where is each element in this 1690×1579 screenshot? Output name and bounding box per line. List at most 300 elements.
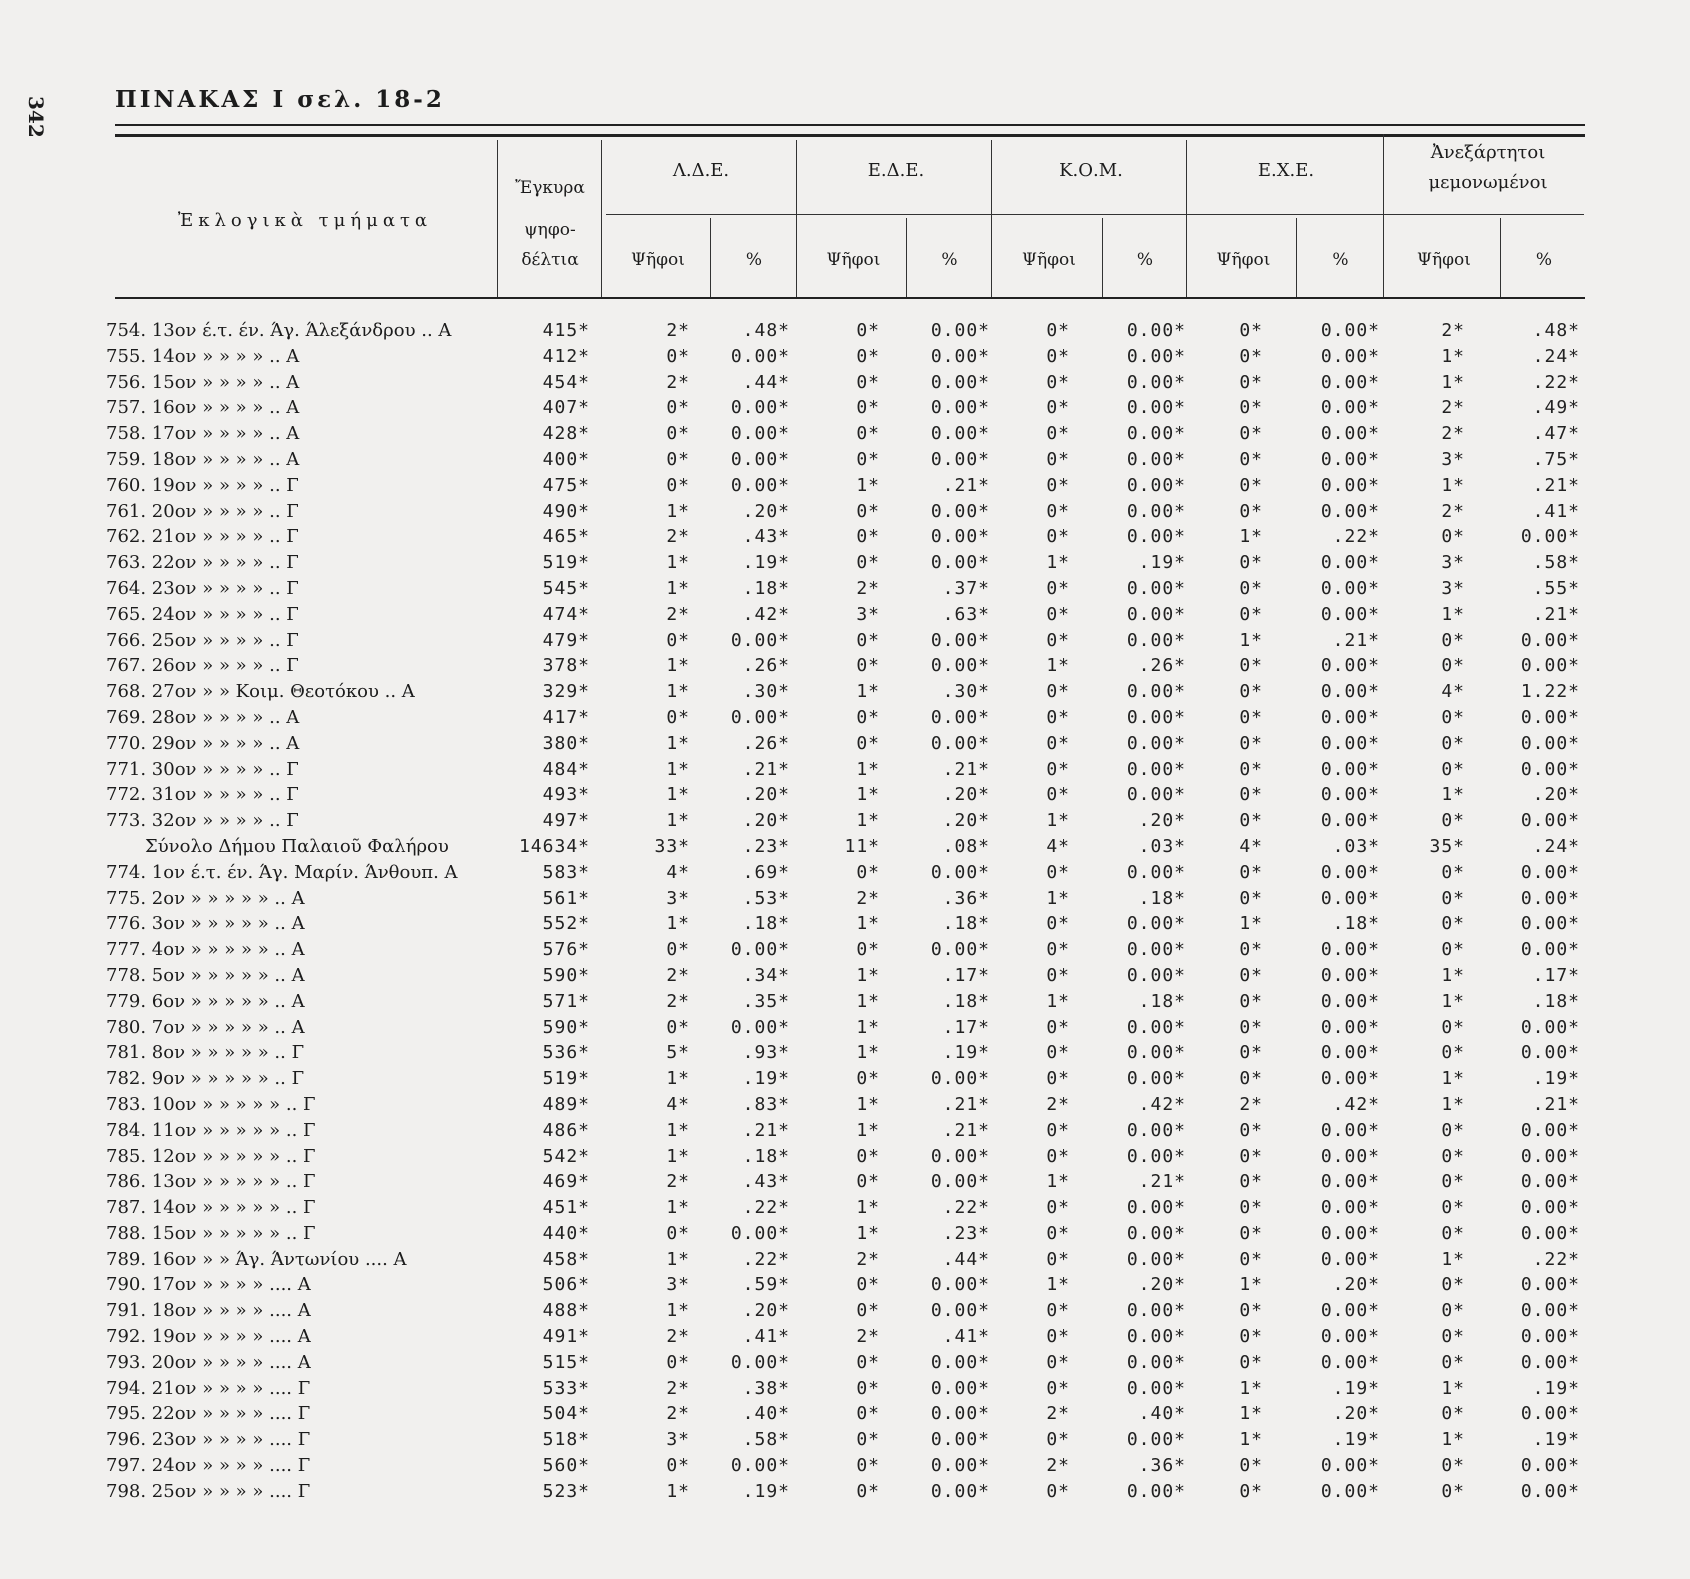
row-cell: 1* — [856, 990, 880, 1012]
row-cell: 536* — [542, 1042, 590, 1064]
row-cell: 0.00* — [1520, 732, 1580, 754]
row-cell: 0.00* — [1320, 655, 1380, 677]
row-cell: 451* — [542, 1197, 590, 1219]
row-cell: 0* — [1239, 861, 1263, 883]
row-label: 792. 19ον » » » » .... Α — [106, 1326, 311, 1348]
table-row — [0, 499, 1690, 525]
row-cell: 590* — [542, 964, 590, 986]
table-row — [0, 550, 1690, 576]
row-cell: 454* — [542, 371, 590, 393]
row-cell: 0.00* — [1520, 1351, 1580, 1373]
row-label: 755. 14ον » » » » .. Α — [106, 345, 300, 367]
row-cell: 0* — [1441, 810, 1465, 832]
row-label: 780. 7ον » » » » » .. Α — [106, 1016, 305, 1038]
row-cell: 3* — [1441, 577, 1465, 599]
row-cell: 0* — [1046, 1197, 1070, 1219]
row-cell: 0.00* — [930, 526, 990, 548]
table-row — [0, 473, 1690, 499]
row-cell: .22* — [742, 1248, 790, 1270]
row-cell: 479* — [542, 629, 590, 651]
row-cell: 0.00* — [1320, 320, 1380, 341]
row-cell: 3* — [1441, 448, 1465, 470]
row-cell: .59* — [742, 1274, 790, 1296]
table-row — [0, 1247, 1690, 1273]
table-row — [0, 318, 1690, 344]
row-cell: .93* — [742, 1042, 790, 1064]
row-cell: 0.00* — [1520, 758, 1580, 780]
row-cell: 0* — [1239, 345, 1263, 367]
row-cell: 0.00* — [730, 1351, 790, 1373]
row-cell: 1* — [666, 810, 690, 832]
row-label: 787. 14ον » » » » » .. Γ — [106, 1197, 316, 1219]
row-cell: 2* — [856, 887, 880, 909]
row-cell: 0* — [1441, 1171, 1465, 1193]
row-cell: 0* — [1239, 1119, 1263, 1141]
row-cell: 5* — [666, 1042, 690, 1064]
row-cell: 2* — [666, 990, 690, 1012]
row-cell: 0* — [1239, 1326, 1263, 1348]
row-cell: 0* — [1046, 1145, 1070, 1167]
row-cell: 0* — [1046, 939, 1070, 961]
row-cell: .22* — [942, 1197, 990, 1219]
row-cell: .22* — [1532, 1248, 1580, 1270]
row-cell: 1* — [1239, 1274, 1263, 1296]
row-cell: 0.00* — [1126, 500, 1186, 522]
row-cell: .23* — [942, 1222, 990, 1244]
row-cell: 1* — [856, 1197, 880, 1219]
row-cell: .26* — [1138, 655, 1186, 677]
row-cell: .35* — [742, 990, 790, 1012]
rule-top — [115, 124, 1585, 126]
row-cell: 0.00* — [930, 1351, 990, 1373]
row-cell: 0* — [1046, 629, 1070, 651]
row-cell: 0* — [1441, 1119, 1465, 1141]
row-label: 781. 8ον » » » » » .. Γ — [106, 1042, 305, 1064]
row-cell: 400* — [542, 448, 590, 470]
row-cell: 0* — [1239, 1351, 1263, 1373]
row-cell: 1* — [666, 1119, 690, 1141]
table-total-row — [0, 834, 1690, 860]
row-cell: 0.00* — [730, 706, 790, 728]
row-cell: .26* — [742, 732, 790, 754]
row-label: 773. 32ον » » » » .. Γ — [106, 810, 299, 832]
row-cell: 1* — [1441, 345, 1465, 367]
row-cell: 1* — [1239, 629, 1263, 651]
row-cell: .22* — [1532, 371, 1580, 393]
row-cell: 0* — [1239, 448, 1263, 470]
row-cell: 35* — [1429, 835, 1465, 857]
row-cell: 0* — [856, 1403, 880, 1425]
row-cell: 0* — [1239, 1480, 1263, 1502]
table-row — [0, 989, 1690, 1015]
header-divider — [906, 218, 907, 297]
row-cell: 0.00* — [1126, 1429, 1186, 1451]
row-label: 779. 6ον » » » » » .. Α — [106, 990, 305, 1012]
row-cell: 0.00* — [930, 706, 990, 728]
row-cell: 2* — [1239, 1093, 1263, 1115]
row-cell: .19* — [1532, 1429, 1580, 1451]
row-cell: 0.00* — [930, 500, 990, 522]
row-cell: 1* — [856, 681, 880, 703]
row-cell: .17* — [942, 964, 990, 986]
row-cell: 0* — [1046, 397, 1070, 419]
row-cell: 0.00* — [1320, 964, 1380, 986]
row-cell: .48* — [1532, 320, 1580, 341]
row-cell: 0* — [1441, 706, 1465, 728]
row-cell: 2* — [1441, 500, 1465, 522]
row-cell: 0.00* — [1320, 1351, 1380, 1373]
row-cell: .20* — [1138, 1274, 1186, 1296]
row-cell: 488* — [542, 1300, 590, 1322]
row-cell: 1* — [666, 552, 690, 574]
row-cell: 0.00* — [1320, 1300, 1380, 1322]
row-cell: 0* — [666, 629, 690, 651]
row-cell: .20* — [1332, 1274, 1380, 1296]
row-cell: 486* — [542, 1119, 590, 1141]
row-cell: .19* — [1332, 1377, 1380, 1399]
table-row — [0, 911, 1690, 937]
row-cell: 0* — [1046, 1300, 1070, 1322]
header-votes-independents: Ψῆφοι — [1417, 250, 1471, 270]
row-cell: 0.00* — [1520, 1300, 1580, 1322]
row-cell: 519* — [542, 552, 590, 574]
row-cell: 0* — [856, 1377, 880, 1399]
row-cell: .22* — [742, 1197, 790, 1219]
row-cell: 0.00* — [1126, 1119, 1186, 1141]
row-label: 788. 15ον » » » » » .. Γ — [106, 1222, 316, 1244]
table-row — [0, 860, 1690, 886]
row-cell: 0* — [1046, 758, 1070, 780]
row-cell: .44* — [742, 371, 790, 393]
header-divider — [796, 140, 797, 297]
row-cell: .63* — [942, 603, 990, 625]
row-cell: 0.00* — [1126, 913, 1186, 935]
row-cell: 0* — [856, 448, 880, 470]
row-cell: 0* — [666, 423, 690, 445]
row-cell: 1* — [1046, 990, 1070, 1012]
row-cell: 0.00* — [1126, 732, 1186, 754]
row-cell: .42* — [742, 603, 790, 625]
row-cell: 0.00* — [1320, 887, 1380, 909]
row-cell: 2* — [1046, 1403, 1070, 1425]
row-cell: 0* — [856, 1274, 880, 1296]
row-cell: 2* — [666, 964, 690, 986]
row-cell: 0.00* — [1126, 939, 1186, 961]
table-row — [0, 1066, 1690, 1092]
row-cell: 3* — [1441, 552, 1465, 574]
row-cell: .19* — [742, 552, 790, 574]
row-cell: 0* — [666, 474, 690, 496]
row-cell: .18* — [942, 913, 990, 935]
header-divider — [1383, 134, 1384, 297]
row-cell: 0* — [1239, 577, 1263, 599]
header-party-exe: Ε.Χ.Ε. — [1257, 160, 1315, 181]
table-row — [0, 1427, 1690, 1453]
row-cell: 0.00* — [730, 345, 790, 367]
row-cell: 0* — [1441, 1042, 1465, 1064]
table-row — [0, 1040, 1690, 1066]
row-cell: 0.00* — [1320, 474, 1380, 496]
row-cell: 0* — [1239, 990, 1263, 1012]
row-cell: 0* — [1239, 1222, 1263, 1244]
header-divider — [1296, 218, 1297, 297]
row-cell: .83* — [742, 1093, 790, 1115]
row-cell: 0* — [1441, 887, 1465, 909]
table-row — [0, 1324, 1690, 1350]
table-row — [0, 757, 1690, 783]
row-cell: 1* — [856, 810, 880, 832]
row-cell: 0.00* — [1320, 397, 1380, 419]
row-cell: 1* — [1046, 1274, 1070, 1296]
row-cell: 0.00* — [1320, 448, 1380, 470]
row-cell: 545* — [542, 577, 590, 599]
row-cell: 0.00* — [1520, 1222, 1580, 1244]
row-cell: .41* — [942, 1326, 990, 1348]
row-cell: 0.00* — [730, 1455, 790, 1477]
row-cell: 0.00* — [1126, 1248, 1186, 1270]
header-percent-lde: % — [745, 250, 763, 270]
table-row — [0, 1169, 1690, 1195]
row-label: 771. 30ον » » » » .. Γ — [106, 758, 299, 780]
row-cell: 0* — [1441, 1197, 1465, 1219]
row-cell: 0* — [1239, 320, 1263, 341]
row-cell: 0* — [1239, 500, 1263, 522]
row-label: Σύνολο Δήμου Παλαιοῦ Φαλήρου — [145, 835, 449, 857]
row-cell: 0.00* — [1320, 371, 1380, 393]
row-cell: .48* — [742, 320, 790, 341]
row-cell: 1* — [666, 500, 690, 522]
row-cell: 0* — [1441, 1300, 1465, 1322]
row-cell: 0* — [1239, 732, 1263, 754]
row-cell: 552* — [542, 913, 590, 935]
row-cell: 0.00* — [930, 423, 990, 445]
table-row — [0, 1401, 1690, 1427]
header-party-lde: Λ.Δ.Ε. — [672, 160, 730, 181]
header-percent-exe: % — [1332, 250, 1349, 270]
row-cell: 0* — [1239, 1042, 1263, 1064]
row-cell: 0.00* — [930, 1455, 990, 1477]
table-row — [0, 1118, 1690, 1144]
row-cell: .42* — [1332, 1093, 1380, 1115]
row-cell: .20* — [742, 784, 790, 806]
row-cell: 0* — [1239, 706, 1263, 728]
row-cell: 1* — [666, 577, 690, 599]
row-cell: 412* — [542, 345, 590, 367]
row-cell: 0.00* — [1520, 1455, 1580, 1477]
row-cell: 2* — [1046, 1093, 1070, 1115]
table-row — [0, 421, 1690, 447]
row-cell: 1* — [1441, 784, 1465, 806]
rule-top-double — [115, 134, 1585, 137]
table-row — [0, 782, 1690, 808]
row-cell: 14634* — [518, 835, 590, 857]
row-cell: 0.00* — [1126, 1197, 1186, 1219]
row-cell: 0* — [1441, 1326, 1465, 1348]
row-cell: 576* — [542, 939, 590, 961]
row-cell: 542* — [542, 1145, 590, 1167]
header-subrule — [606, 214, 1584, 215]
row-cell: 0.00* — [930, 1171, 990, 1193]
header-valid-ballots-3: δέλτια — [521, 250, 579, 270]
row-cell: 0* — [856, 397, 880, 419]
row-cell: 0* — [1046, 1119, 1070, 1141]
row-cell: 0* — [1441, 1145, 1465, 1167]
table-row — [0, 886, 1690, 912]
row-cell: 0.00* — [1320, 1042, 1380, 1064]
row-cell: 0.00* — [1520, 1326, 1580, 1348]
table-row — [0, 447, 1690, 473]
row-cell: 0.00* — [1520, 1119, 1580, 1141]
row-cell: 378* — [542, 655, 590, 677]
row-cell: .21* — [742, 758, 790, 780]
row-cell: 493* — [542, 784, 590, 806]
row-cell: 0.00* — [730, 474, 790, 496]
row-label: 777. 4ον » » » » » .. Α — [106, 939, 305, 961]
row-cell: 523* — [542, 1480, 590, 1502]
table-row — [0, 1144, 1690, 1170]
row-cell: .49* — [1532, 397, 1580, 419]
row-cell: 2* — [666, 320, 690, 341]
table-row — [0, 1092, 1690, 1118]
table-row — [0, 705, 1690, 731]
row-cell: 1* — [856, 1119, 880, 1141]
row-cell: 0.00* — [930, 629, 990, 651]
row-cell: 0.00* — [1320, 1016, 1380, 1038]
row-cell: 0.00* — [1126, 1326, 1186, 1348]
row-cell: 0.00* — [930, 1274, 990, 1296]
row-cell: 0.00* — [1520, 861, 1580, 883]
row-cell: .18* — [742, 1145, 790, 1167]
row-cell: .20* — [942, 784, 990, 806]
row-cell: 0* — [666, 397, 690, 419]
row-cell: 0.00* — [930, 1145, 990, 1167]
row-cell: .30* — [742, 681, 790, 703]
row-cell: 0.00* — [1126, 371, 1186, 393]
row-cell: 0* — [856, 861, 880, 883]
row-cell: 0.00* — [1520, 655, 1580, 677]
row-cell: .20* — [1138, 810, 1186, 832]
row-cell: 4* — [1239, 835, 1263, 857]
row-cell: 0* — [1046, 784, 1070, 806]
row-cell: 0.00* — [930, 345, 990, 367]
row-cell: .18* — [942, 990, 990, 1012]
row-cell: 0* — [856, 1171, 880, 1193]
row-cell: 1* — [856, 1093, 880, 1115]
row-cell: 0.00* — [1320, 500, 1380, 522]
row-cell: 0* — [1239, 1016, 1263, 1038]
row-cell: 0* — [1239, 397, 1263, 419]
row-cell: .75* — [1532, 448, 1580, 470]
row-cell: 428* — [542, 423, 590, 445]
row-cell: 0.00* — [1320, 423, 1380, 445]
row-cell: .21* — [1138, 1171, 1186, 1193]
row-cell: 0* — [1239, 1171, 1263, 1193]
row-cell: 2* — [666, 1326, 690, 1348]
row-cell: 1* — [1441, 474, 1465, 496]
header-independents-1: Ἀνεξάρτητοι — [1430, 142, 1546, 163]
row-cell: 0* — [1441, 1480, 1465, 1502]
row-cell: 1* — [1441, 1377, 1465, 1399]
row-cell: 0.00* — [930, 397, 990, 419]
row-cell: 1* — [1441, 964, 1465, 986]
row-cell: 2* — [856, 577, 880, 599]
row-cell: .58* — [742, 1429, 790, 1451]
row-cell: 4* — [1441, 681, 1465, 703]
row-cell: 3* — [666, 1429, 690, 1451]
row-cell: 519* — [542, 1068, 590, 1090]
row-cell: 0.00* — [1520, 1197, 1580, 1219]
row-cell: 491* — [542, 1326, 590, 1348]
row-cell: 0* — [1046, 1068, 1070, 1090]
row-cell: 0.00* — [730, 939, 790, 961]
row-cell: 0.00* — [1320, 1248, 1380, 1270]
row-cell: 515* — [542, 1351, 590, 1373]
header-votes-ede: Ψῆφοι — [826, 250, 881, 270]
row-cell: 0* — [1046, 371, 1070, 393]
row-cell: 0.00* — [930, 1068, 990, 1090]
table-row — [0, 602, 1690, 628]
row-cell: 1* — [856, 474, 880, 496]
row-cell: 1* — [1046, 810, 1070, 832]
row-cell: 489* — [542, 1093, 590, 1115]
row-cell: 0.00* — [1320, 861, 1380, 883]
row-cell: 0* — [1046, 474, 1070, 496]
row-cell: 0.00* — [1126, 1222, 1186, 1244]
row-cell: .20* — [1332, 1403, 1380, 1425]
row-cell: 407* — [542, 397, 590, 419]
table-row — [0, 937, 1690, 963]
row-cell: 0* — [1239, 810, 1263, 832]
header-divider — [1500, 218, 1501, 297]
row-cell: 0.00* — [930, 655, 990, 677]
row-cell: 4* — [666, 861, 690, 883]
row-cell: 0* — [1046, 345, 1070, 367]
row-cell: 0.00* — [1126, 1351, 1186, 1373]
row-cell: 0.00* — [1126, 861, 1186, 883]
row-cell: 1* — [666, 681, 690, 703]
row-cell: 0* — [666, 1016, 690, 1038]
row-cell: .20* — [742, 1300, 790, 1322]
row-cell: 560* — [542, 1455, 590, 1477]
header-divider — [710, 218, 711, 297]
table-row — [0, 1272, 1690, 1298]
row-cell: 0.00* — [1126, 681, 1186, 703]
row-cell: 0.00* — [930, 1480, 990, 1502]
row-label: 768. 27ον » » Κοιμ. Θεοτόκου .. Α — [106, 681, 415, 703]
row-cell: 0.00* — [930, 861, 990, 883]
row-cell: .44* — [942, 1248, 990, 1270]
row-cell: 0* — [1046, 1016, 1070, 1038]
header-votes-lde: Ψῆφοι — [631, 250, 685, 270]
row-cell: 1* — [1441, 990, 1465, 1012]
row-cell: 0* — [1441, 629, 1465, 651]
row-cell: 1* — [666, 758, 690, 780]
table-row — [0, 808, 1690, 834]
row-cell: 0* — [1239, 964, 1263, 986]
row-cell: 1* — [1441, 371, 1465, 393]
row-cell: 0.00* — [1126, 603, 1186, 625]
row-cell: 458* — [542, 1248, 590, 1270]
header-divider — [1186, 140, 1187, 297]
header-party-kom: Κ.Ο.Μ. — [1059, 160, 1123, 181]
row-cell: 0* — [1046, 732, 1070, 754]
row-cell: 0.00* — [930, 732, 990, 754]
row-cell: 590* — [542, 1016, 590, 1038]
row-cell: 0.00* — [730, 629, 790, 651]
table-row — [0, 395, 1690, 421]
row-cell: 4* — [666, 1093, 690, 1115]
row-cell: 0.00* — [730, 1016, 790, 1038]
